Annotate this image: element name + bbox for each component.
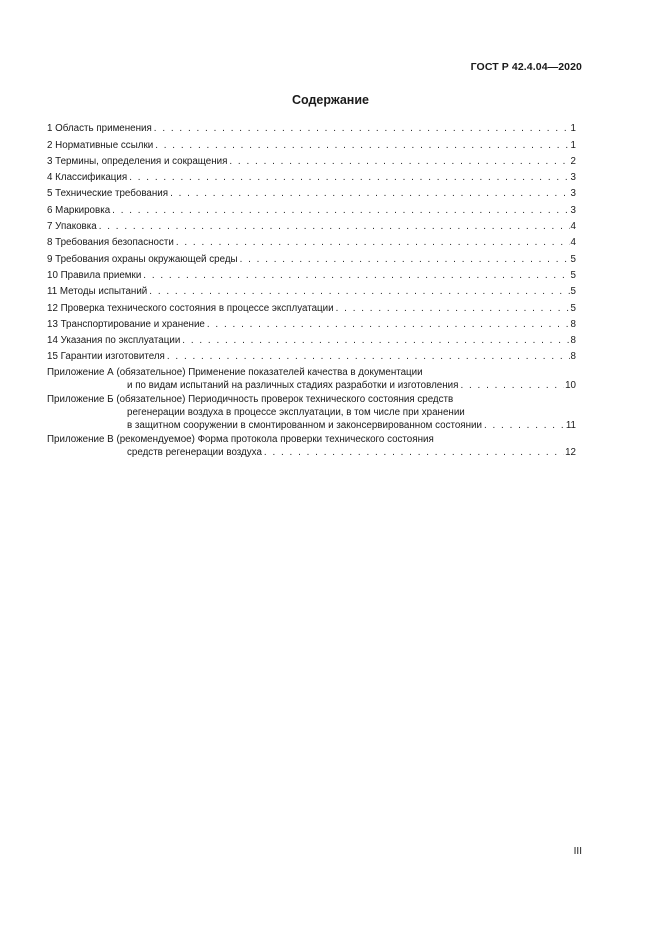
- toc-entry-page: 4: [570, 221, 576, 233]
- toc-leader-dots: [129, 171, 569, 184]
- toc-leader-dots: [155, 139, 569, 152]
- toc-entry[interactable]: [47, 315, 576, 331]
- toc-leader-dots: [264, 446, 564, 459]
- toc-annex-entry[interactable]: [47, 433, 576, 459]
- toc-entry-page: 5: [570, 269, 576, 281]
- annex-title-last-text: средств регенерации воздуха: [127, 447, 262, 459]
- toc-entry-label: 11 Методы испытаний: [47, 286, 148, 298]
- toc-annex-entry[interactable]: [47, 366, 576, 392]
- toc-entry-label: 6 Маркировка: [47, 204, 111, 216]
- document-standard-number: ГОСТ Р 42.4.04—2020: [470, 61, 582, 73]
- annex-title-last-text: в защитном сооружении в смонтированном и законсервированном состоянии: [127, 420, 482, 432]
- annex-title-line: Приложение Б (обязательное) Периодичность проверок технического состояния средств: [47, 394, 454, 406]
- toc-entry-page: 1: [570, 139, 576, 151]
- toc-entry-page: 4: [570, 237, 576, 249]
- toc-entry[interactable]: [47, 249, 576, 265]
- toc-entry-page: 8: [570, 335, 576, 347]
- toc-entry-page: 5: [570, 253, 576, 265]
- toc-leader-dots: [167, 350, 570, 363]
- toc-entry-label: 12 Проверка технического состояния в процессе эксплуатации: [47, 302, 334, 314]
- toc-entry-page: 11: [565, 420, 576, 432]
- toc-entry-page: 10: [565, 380, 576, 392]
- toc-entry[interactable]: [47, 200, 576, 216]
- toc-entry-label: 9 Требования охраны окружающей среды: [47, 253, 238, 265]
- annex-title-continuation: регенерации воздуха в процессе эксплуатации, в том числе при хранении: [127, 407, 465, 419]
- toc-entry-label: 8 Требования безопасности: [47, 237, 174, 249]
- toc-leader-dots: [112, 204, 569, 217]
- toc-entry-page: 8: [570, 351, 576, 363]
- toc-entry-label: 13 Транспортирование и хранение: [47, 318, 205, 330]
- toc-entry-label: 2 Нормативные ссылки: [47, 139, 154, 151]
- toc-entry-page: 5: [570, 286, 576, 298]
- toc-entry[interactable]: [47, 119, 576, 135]
- toc-leader-dots: [207, 318, 570, 331]
- toc-leader-dots: [176, 236, 570, 249]
- toc-leader-dots: [484, 419, 565, 432]
- toc-entry[interactable]: [47, 298, 576, 314]
- toc-entry-label: 3 Термины, определения и сокращения: [47, 155, 228, 167]
- toc-leader-dots: [143, 269, 569, 282]
- toc-entry-label: 10 Правила приемки: [47, 269, 142, 281]
- toc-entry-label: 5 Технические требования: [47, 188, 169, 200]
- toc-leader-dots: [99, 220, 570, 233]
- annex-title-last-line: [47, 446, 576, 459]
- toc-entry-label: 1 Область применения: [47, 123, 152, 135]
- annex-title-line: Приложение В (рекомендуемое) Форма протокола проверки технического состояния: [47, 434, 434, 446]
- toc-leader-dots: [229, 155, 569, 168]
- toc-entry[interactable]: [47, 282, 576, 298]
- toc-entry-label: 7 Упаковка: [47, 221, 97, 233]
- toc-entry[interactable]: [47, 233, 576, 249]
- annex-title-line: Приложение А (обязательное) Применение показателей качества в документации: [47, 367, 423, 379]
- toc-title: Содержание: [291, 93, 369, 107]
- toc-entry-page: 3: [570, 204, 576, 216]
- toc-entry-page: 3: [570, 188, 576, 200]
- toc-leader-dots: [336, 302, 570, 315]
- toc-entry-label: 4 Классификация: [47, 172, 128, 184]
- toc-entry-page: 12: [565, 447, 576, 459]
- toc-entry-label: 14 Указания по эксплуатации: [47, 335, 181, 347]
- toc-leader-dots: [154, 122, 570, 135]
- toc-entry[interactable]: [47, 331, 576, 347]
- toc-leader-dots: [460, 379, 564, 392]
- annex-title-last-line: [47, 419, 576, 432]
- page-number: III: [573, 846, 582, 857]
- toc-entry[interactable]: [47, 266, 576, 282]
- toc-leader-dots: [240, 253, 570, 266]
- annex-title-last-line: [47, 379, 576, 392]
- toc-annex-entry[interactable]: [47, 393, 576, 432]
- toc-entry-page: 3: [570, 172, 576, 184]
- toc-entry-page: 5: [570, 302, 576, 314]
- toc-entry-page: 2: [570, 155, 576, 167]
- toc-entry-page: 1: [570, 123, 576, 135]
- toc-leader-dots: [182, 334, 569, 347]
- toc-entry-label: 15 Гарантии изготовителя: [47, 351, 165, 363]
- toc-leader-dots: [170, 187, 569, 200]
- toc-entry[interactable]: [47, 152, 576, 168]
- toc-entry-page: 8: [570, 318, 576, 330]
- table-of-contents: [47, 119, 576, 459]
- toc-entry[interactable]: [47, 184, 576, 200]
- toc-entry[interactable]: [47, 347, 576, 363]
- annex-title-last-text: и по видам испытаний на различных стадиях разработки и изготовления: [127, 380, 459, 392]
- toc-entry[interactable]: [47, 168, 576, 184]
- toc-leader-dots: [149, 285, 569, 298]
- toc-entry[interactable]: [47, 135, 576, 151]
- toc-entry[interactable]: [47, 217, 576, 233]
